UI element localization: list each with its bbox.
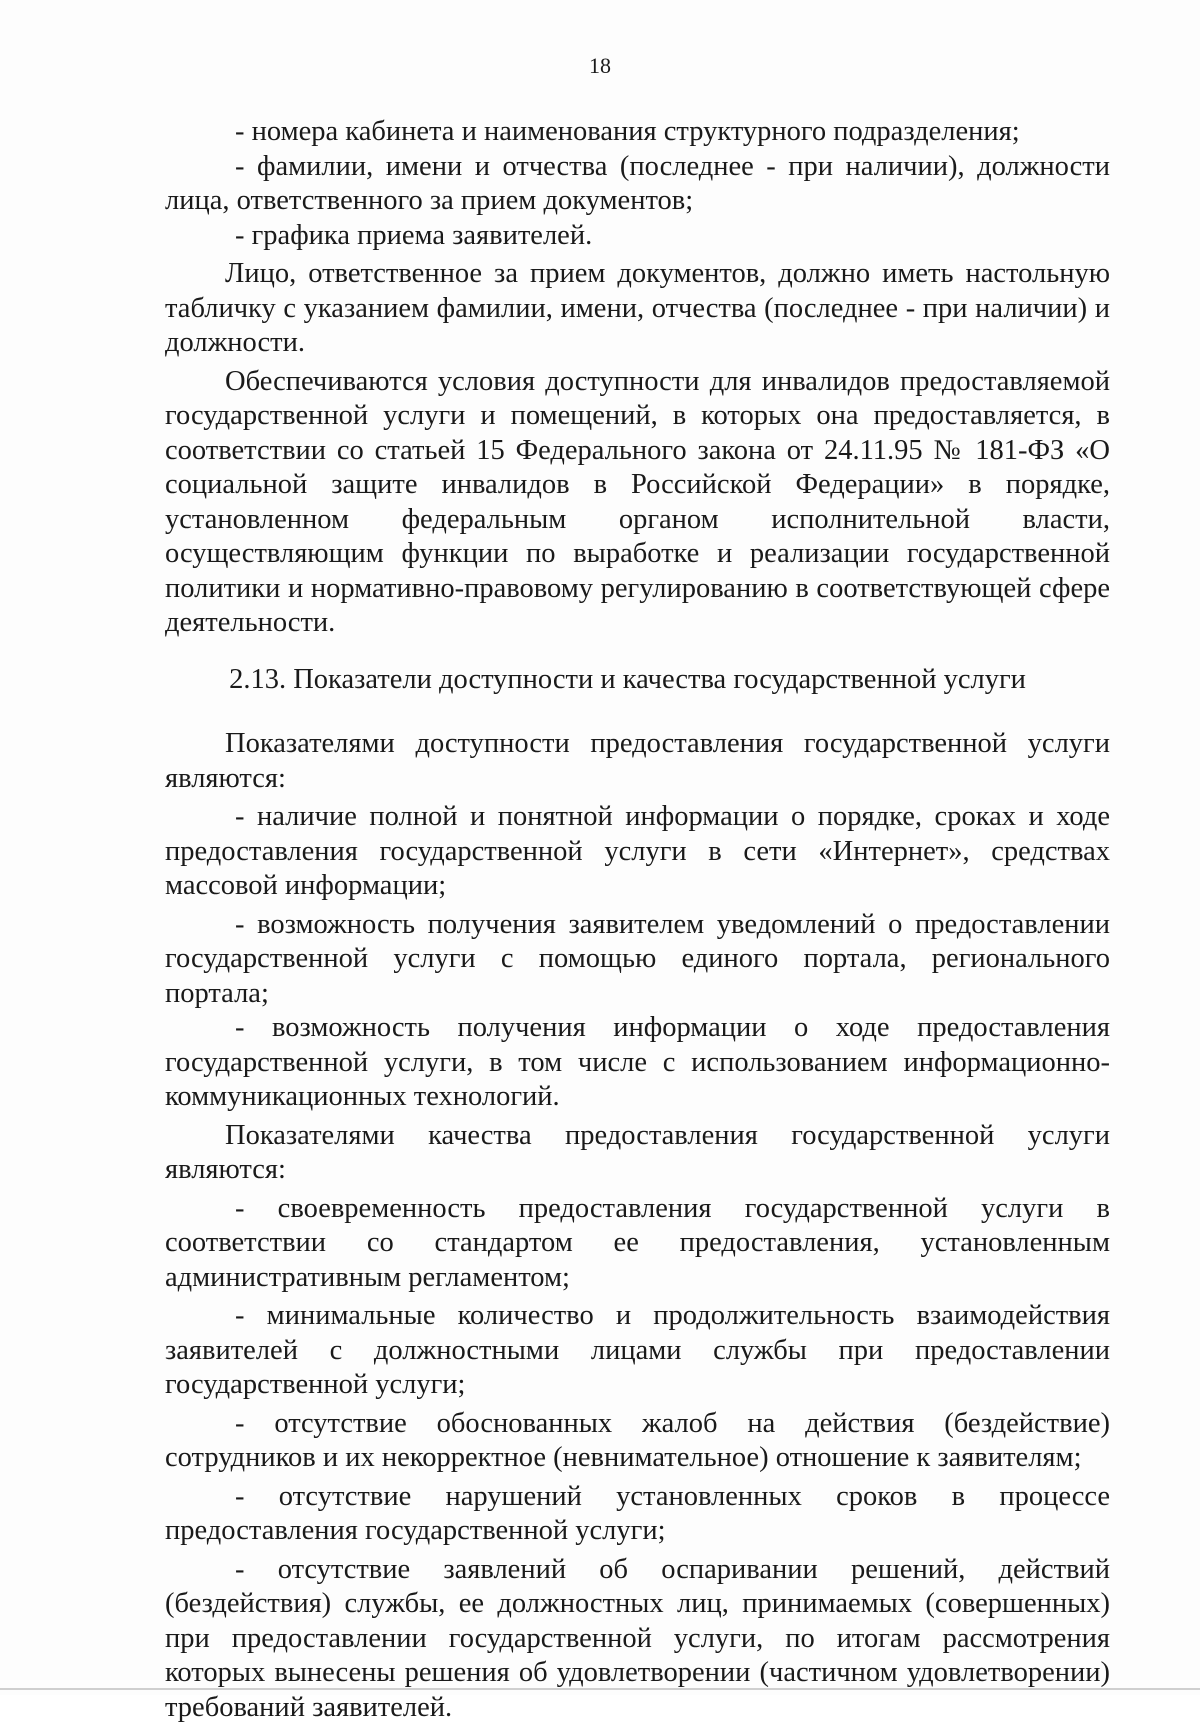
list-item-reception-schedule: - графика приема заявителей. xyxy=(165,219,1110,254)
list-item-no-disputes: - отсутствие заявлений об оспаривании решений, действий (бездействия) службы, ее должностных лиц, принимаемых (совершенных) при предоставлении государственной услуги, по итогам рассмотрения которых вынесены решения об удовлетворении (частичном удовлетворении) требований заявителей. xyxy=(165,1553,1110,1725)
list-item-responsible-person: - фамилии, имени и отчества (последнее - при наличии), должности лица, ответственного за прием документов; xyxy=(165,150,1110,219)
list-item-notifications: - возможность получения заявителем уведомлений о предоставлении государственной услуги с помощью единого портала, регионального портала; xyxy=(165,908,1110,1012)
list-item-timeliness: - своевременность предоставления государственной услуги в соответствии со стандартом ее предоставления, установленным административным регламентом; xyxy=(165,1192,1110,1296)
page-number: 18 xyxy=(0,52,1200,80)
list-item-progress-info: - возможность получения информации о ходе предоставления государственной услуги, в том числе с использованием информационно-коммуникационных технологий. xyxy=(165,1011,1110,1115)
document-body xyxy=(165,115,1110,1725)
list-item-interaction-minimum: - минимальные количество и продолжительность взаимодействия заявителей с должностными лицами службы при предоставлении государственной услуги; xyxy=(165,1299,1110,1403)
list-item-no-deadline-violations: - отсутствие нарушений установленных сроков в процессе предоставления государственной услуги; xyxy=(165,1480,1110,1549)
list-item-information-availability: - наличие полной и понятной информации о порядке, сроках и ходе предоставления государственной услуги в сети «Интернет», средствах массовой информации; xyxy=(165,800,1110,904)
list-item-office-number: - номера кабинета и наименования структурного подразделения; xyxy=(165,115,1110,150)
paragraph-quality-indicators: Показателями качества предоставления государственной услуги являются: xyxy=(165,1119,1110,1188)
paragraph-accessibility-conditions: Обеспечиваются условия доступности для инвалидов предоставляемой государственной услуги и помещений, в которых она предоставляется, в соответствии со статьей 15 Федерального закона от 24.11.95 № 181-ФЗ «О социальной защите инвалидов в Российской Федерации» в порядке, установленном федеральным органом исполнительной власти, осуществляющим функции по выработке и реализации государственной политики и нормативно-правовому регулированию в соответствующей сфере деятельности. xyxy=(165,365,1110,641)
section-heading: 2.13. Показатели доступности и качества государственной услуги xyxy=(165,663,1110,698)
paragraph-nameplate: Лицо, ответственное за прием документов, должно иметь настольную табличку с указанием фамилии, имени, отчества (последнее - при наличии) и должности. xyxy=(165,257,1110,361)
scan-edge-line xyxy=(0,1688,1200,1690)
list-item-no-complaints: - отсутствие обоснованных жалоб на действия (бездействие) сотрудников и их некорректное (невнимательное) отношение к заявителям; xyxy=(165,1407,1110,1476)
paragraph-accessibility-indicators: Показателями доступности предоставления государственной услуги являются: xyxy=(165,727,1110,796)
